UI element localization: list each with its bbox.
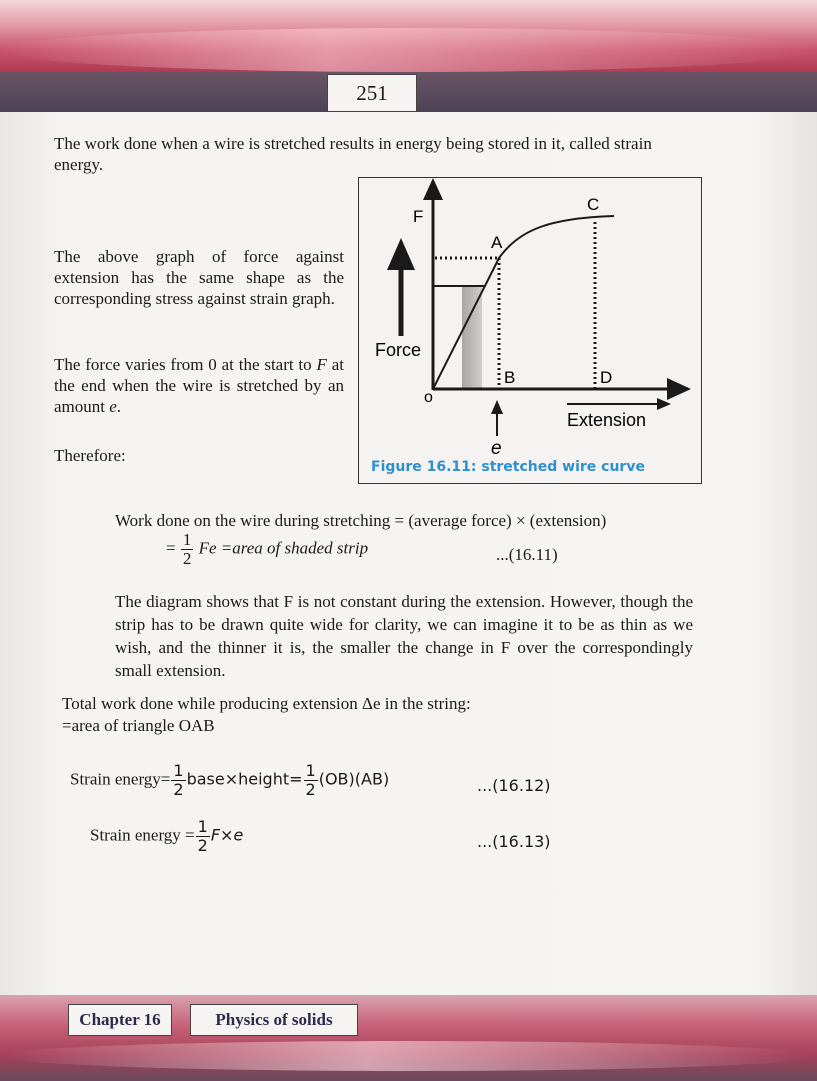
extension-axis-arrowhead: [667, 378, 691, 400]
figure-stretched-wire: [358, 177, 702, 484]
label-F: F: [413, 207, 424, 226]
equation-16-11: [166, 531, 368, 568]
page-number: 251: [327, 74, 417, 112]
e-arrow-head: [491, 400, 503, 414]
label-e: e: [491, 438, 502, 459]
label-A: A: [491, 233, 503, 252]
eq2-fraction-1: [171, 762, 185, 799]
stress-strain-curve: [433, 216, 614, 389]
equation-16-13: [90, 818, 243, 855]
eq3-numerator: 1: [197, 817, 208, 836]
eq2-rhs: (OB)(AB): [318, 769, 390, 789]
footer-chapter: Chapter 16: [68, 1004, 172, 1036]
footer-shine: [0, 1041, 817, 1071]
eq2-reference: ...(16.12): [477, 776, 551, 795]
eq3-rhs: F×e: [210, 825, 244, 845]
eq1-body: Fe =area of shaded strip: [198, 538, 369, 558]
equation-16-12: [70, 762, 389, 799]
force-arrow-head: [387, 238, 415, 270]
eq1-reference: ...(16.11): [496, 545, 558, 564]
label-B: B: [504, 368, 516, 387]
force-varies-paragraph: [54, 354, 344, 417]
total-work-line: Total work done while producing extension Δe in the string:: [62, 694, 471, 713]
eq1-prefix: =: [166, 538, 180, 558]
graph-shape-paragraph: The above graph of force against extension has the same shape as the corresponding stress against strain graph.: [54, 247, 344, 308]
eq1-numerator: 1: [182, 530, 192, 549]
force-symbol: F: [316, 355, 327, 374]
eq2-lhs: Strain energy=: [70, 769, 171, 789]
extension-arrow-head: [657, 398, 671, 410]
eq2-numerator-2: 1: [305, 761, 316, 780]
header-shine: [0, 28, 817, 72]
intro-paragraph: The work done when a wire is stretched results in energy being stored in it, called strain energy.: [54, 134, 652, 174]
label-extension: Extension: [567, 410, 647, 430]
eq3-fraction: [196, 818, 210, 855]
force-varies-middle: at the end when the wire is stretched by an amount: [54, 355, 344, 416]
therefore-label: Therefore:: [54, 446, 126, 465]
eq2-fraction-2: [304, 762, 318, 799]
force-varies-prefix: The force varies from 0 at the start to: [54, 355, 317, 374]
force-axis-arrowhead: [423, 178, 443, 200]
diagram-paragraph: The diagram shows that F is not constant during the extension. However, though the strip has to be drawn quite wide for clarity, we can imagine it to be as thin as we wish, and the thinner it is, the smaller the change in F over the correspondingly small extension.: [115, 592, 693, 680]
label-C: C: [587, 195, 600, 214]
eq1-denominator: 2: [182, 549, 192, 568]
eq2-mid: base×height=: [186, 769, 303, 789]
eq3-lhs: Strain energy =: [90, 825, 195, 845]
label-origin: o: [424, 389, 433, 406]
label-force: Force: [375, 340, 422, 360]
force-varies-suffix: .: [116, 397, 122, 416]
eq2-denominator-2: 2: [305, 780, 316, 799]
eq2-numerator-1: 1: [173, 761, 184, 780]
eq3-denominator: 2: [197, 836, 208, 855]
eq3-reference: ...(16.13): [477, 832, 551, 851]
figure-caption: Figure 16.11: stretched wire curve: [371, 459, 645, 475]
eq1-fraction: [181, 531, 194, 568]
shaded-strip: [462, 286, 482, 390]
area-line: =area of triangle OAB: [62, 716, 215, 735]
footer-title: Physics of solids: [190, 1004, 358, 1036]
force-extension-graph: [359, 178, 701, 483]
extension-symbol: e: [109, 397, 117, 416]
label-D: D: [600, 368, 613, 387]
eq2-denominator-1: 2: [173, 780, 184, 799]
work-done-line: Work done on the wire during stretching = (average force) × (extension): [115, 511, 607, 530]
